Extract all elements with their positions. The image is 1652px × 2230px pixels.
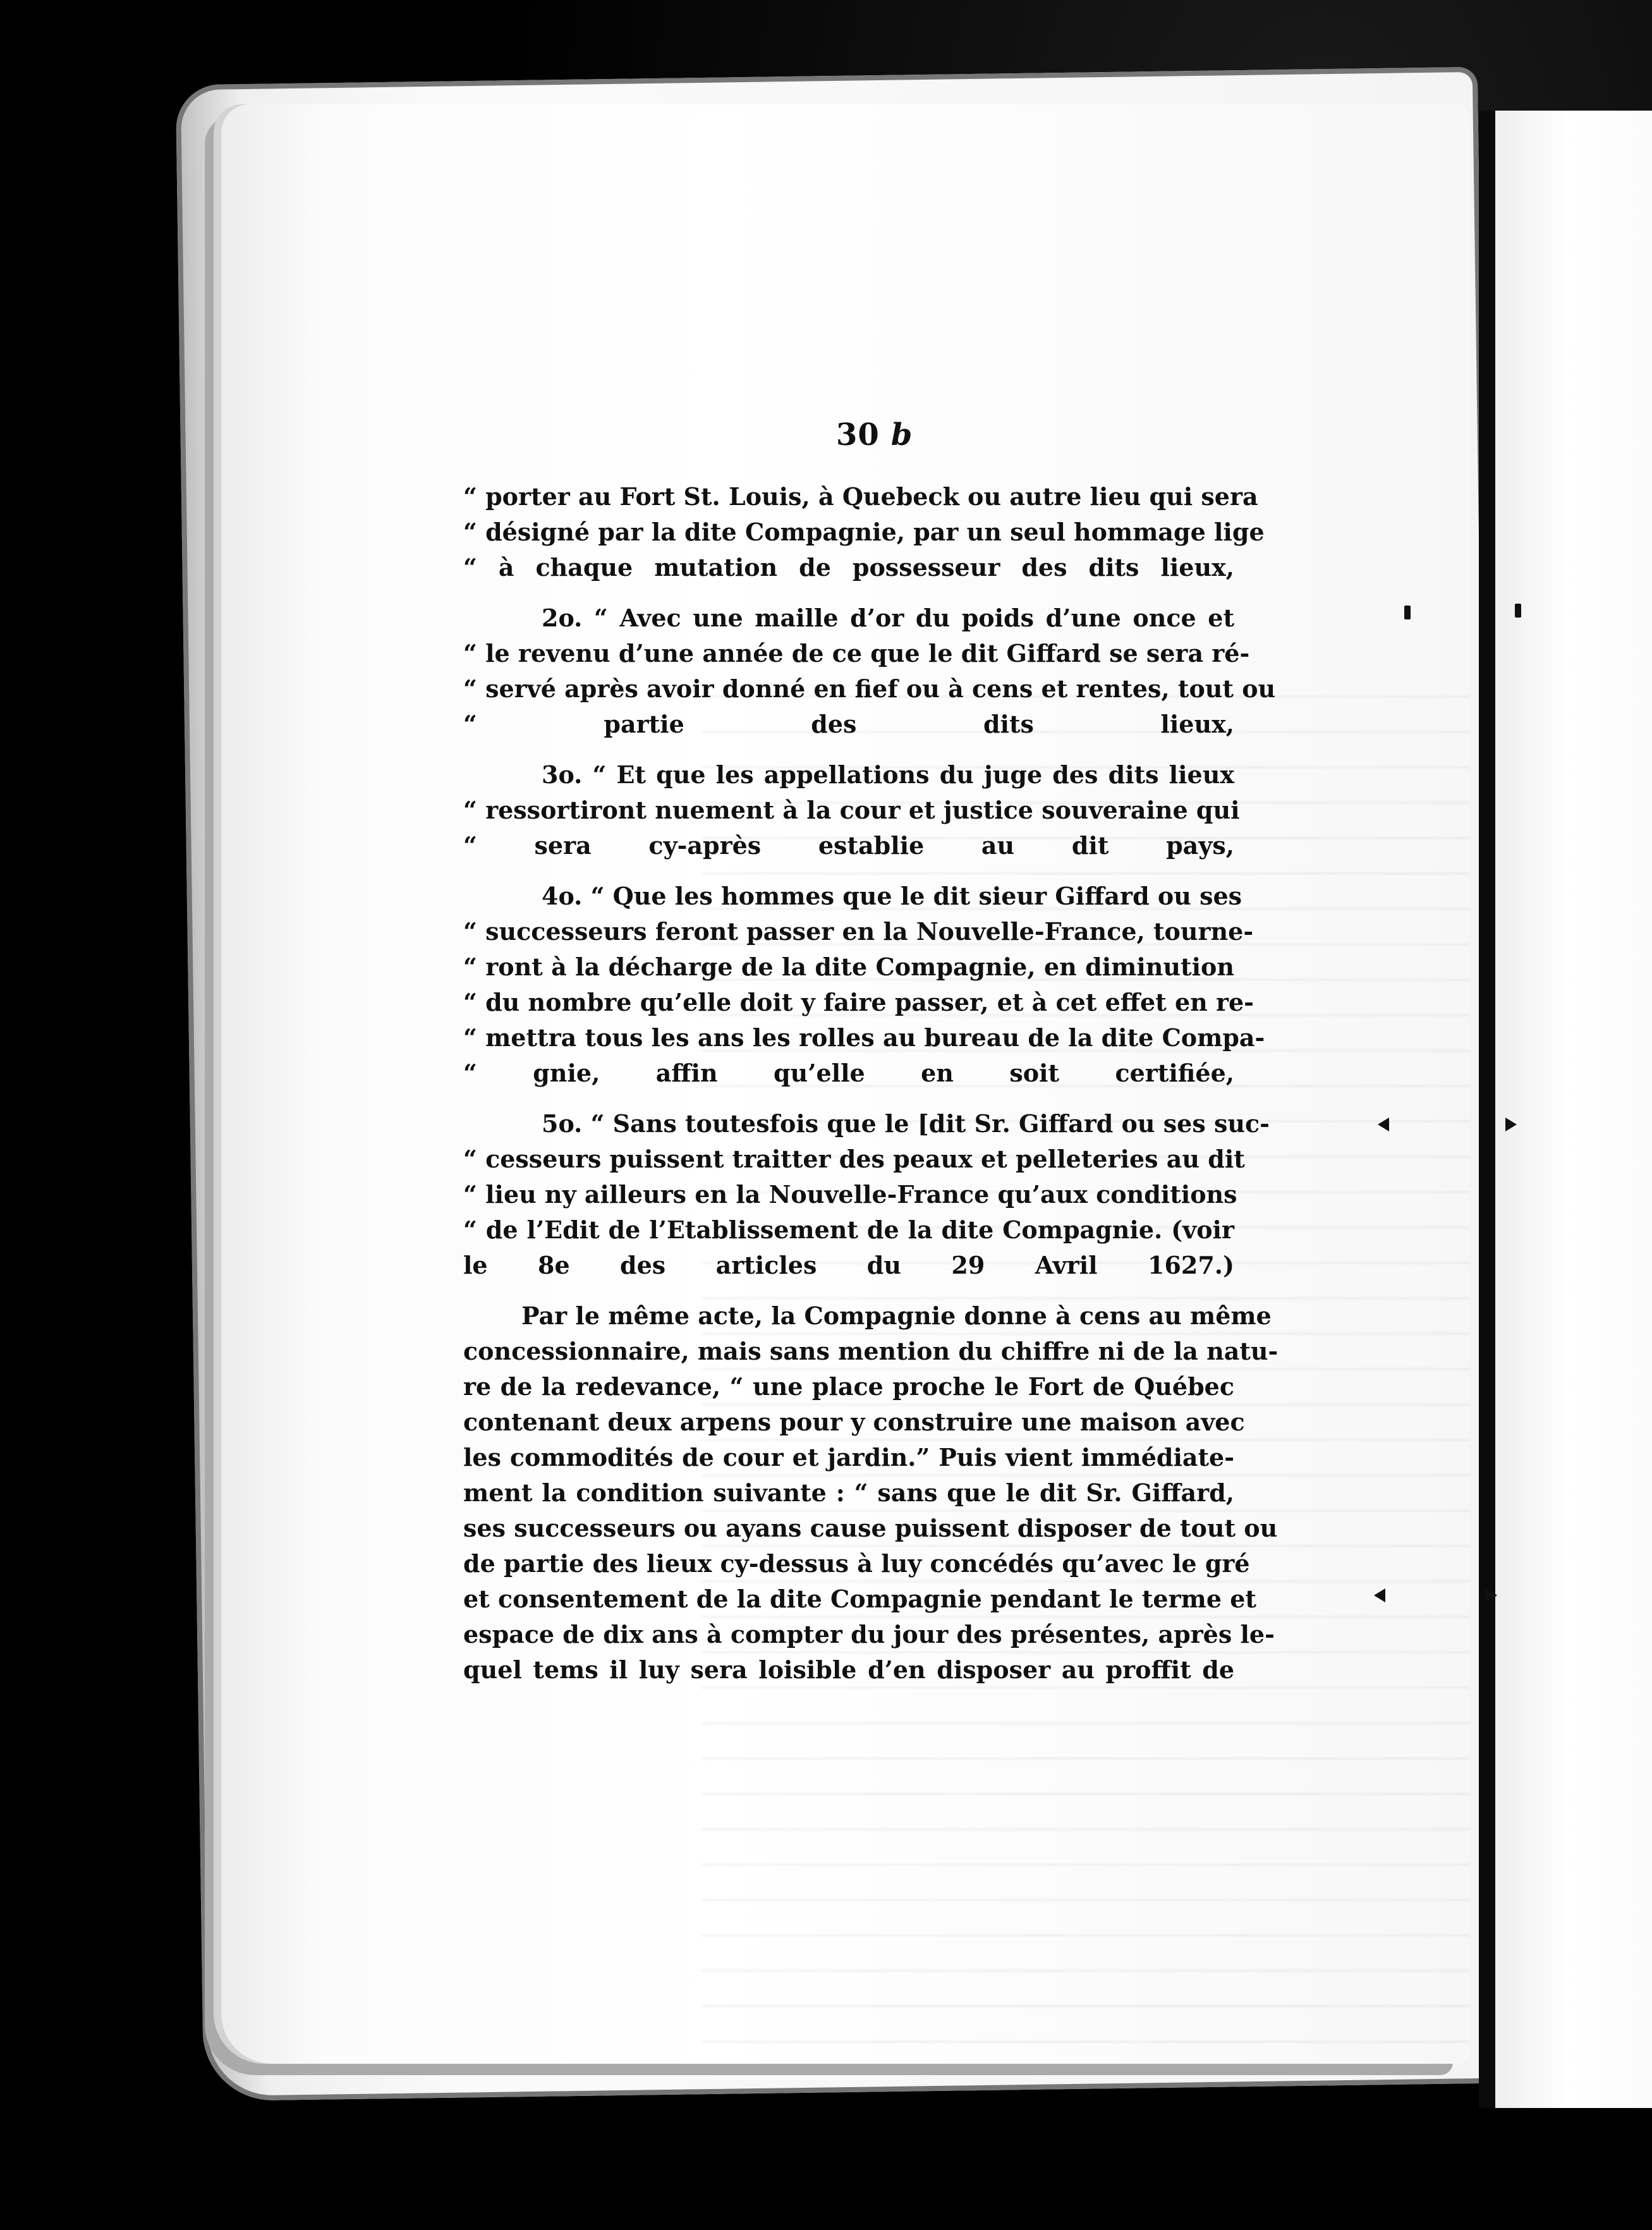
text-line: “ porter au Fort St. Louis, à Quebeck ou autre lieu qui sera: [463, 482, 1258, 511]
margin-arrow-left-icon: [1374, 1588, 1385, 1602]
text-line: “ partie des dits lieux,: [463, 710, 1234, 738]
margin-dot-icon: [1404, 606, 1411, 619]
text-line: contenant deux arpens pour y construire une maison avec: [463, 1408, 1245, 1436]
facing-page-edge: [1479, 111, 1652, 2108]
text-line: “ du nombre qu’elle doit y faire passer, et à cet effet en re-: [463, 988, 1254, 1016]
text-line: “ cesseurs puissent traitter des peaux et pelleteries au dit: [463, 1145, 1245, 1173]
text-line: espace de dix ans à compter du jour des présentes, après le-: [463, 1620, 1275, 1648]
text-line: “ désigné par la dite Compagnie, par un seul hommage lige: [463, 518, 1265, 546]
page-text: [463, 479, 1278, 1688]
margin-dot-icon: [1515, 604, 1521, 618]
text-line: les commodités de cour et jardin.” Puis vient immédiate-: [463, 1443, 1234, 1471]
paragraph-gap: [463, 742, 1234, 757]
text-line: “ servé après avoir donné en fief ou à cens et rentes, tout ou: [463, 674, 1276, 703]
page-number-suffix: b: [890, 417, 913, 453]
text-line: “ gnie, affin qu’elle en soit certifiée,: [463, 1059, 1234, 1087]
page-number-value: 30: [836, 417, 880, 453]
text-line: de partie des lieux cy-dessus à luy concédés qu’avec le gré: [463, 1549, 1250, 1578]
text-line: “ ressortiront nuement à la cour et justice souveraine qui: [463, 796, 1240, 824]
text-line: 3o. “ Et que les appellations du juge des dits lieux: [542, 760, 1234, 789]
text-line: quel tems il luy sera loisible d’en disposer au proffit de: [463, 1655, 1234, 1684]
text-line: re de la redevance, “ une place proche le Fort de Québec: [463, 1372, 1234, 1401]
text-line: ment la condition suivante : “ sans que le dit Sr. Giffard,: [463, 1478, 1234, 1507]
margin-arrow-left-icon: [1378, 1118, 1389, 1131]
text-line: “ à chaque mutation de possesseur des dits lieux,: [463, 553, 1234, 582]
text-line: “ sera cy-après establie au dit pays,: [463, 831, 1234, 860]
margin-arrow-right-icon: [1486, 1588, 1497, 1602]
margin-arrow-right-icon: [1505, 1118, 1517, 1131]
text-line: et consentement de la dite Compagnie pendant le terme et: [463, 1585, 1256, 1613]
text-line: ses successeurs ou ayans cause puissent disposer de tout ou: [463, 1514, 1278, 1542]
text-line: 2o. “ Avec une maille d’or du poids d’une once et: [542, 604, 1234, 632]
text-line: Par le même acte, la Compagnie donne à cens au même: [521, 1301, 1272, 1330]
text-line: “ ront à la décharge de la dite Compagnie, en diminution: [463, 953, 1234, 981]
text-line: 4o. “ Que les hommes que le dit sieur Giffard ou ses: [542, 882, 1242, 910]
text-line: concessionnaire, mais sans mention du chiffre ni de la natu-: [463, 1337, 1278, 1365]
text-line: le 8e des articles du 29 Avril 1627.): [463, 1251, 1234, 1279]
paragraph-gap: [463, 585, 1234, 600]
text-line: “ mettra tous les ans les rolles au bureau de la dite Compa-: [463, 1023, 1265, 1052]
paragraph-gap: [463, 863, 1234, 879]
page-number: [836, 417, 950, 453]
text-line: “ lieu ny ailleurs en la Nouvelle-France qu’aux conditions: [463, 1180, 1237, 1209]
text-line: 5o. “ Sans toutesfois que le [dit Sr. Giffard ou ses suc-: [542, 1109, 1270, 1138]
text-line: “ de l’Edit de l’Etablissement de la dite Compagnie. (voir: [463, 1216, 1234, 1244]
text-line: “ successeurs feront passer en la Nouvelle-France, tourne-: [463, 917, 1254, 946]
paragraph-gap: [463, 1091, 1234, 1106]
paragraph-gap: [463, 1283, 1234, 1298]
text-line: “ le revenu d’une année de ce que le dit Giffard se sera ré-: [463, 639, 1250, 667]
